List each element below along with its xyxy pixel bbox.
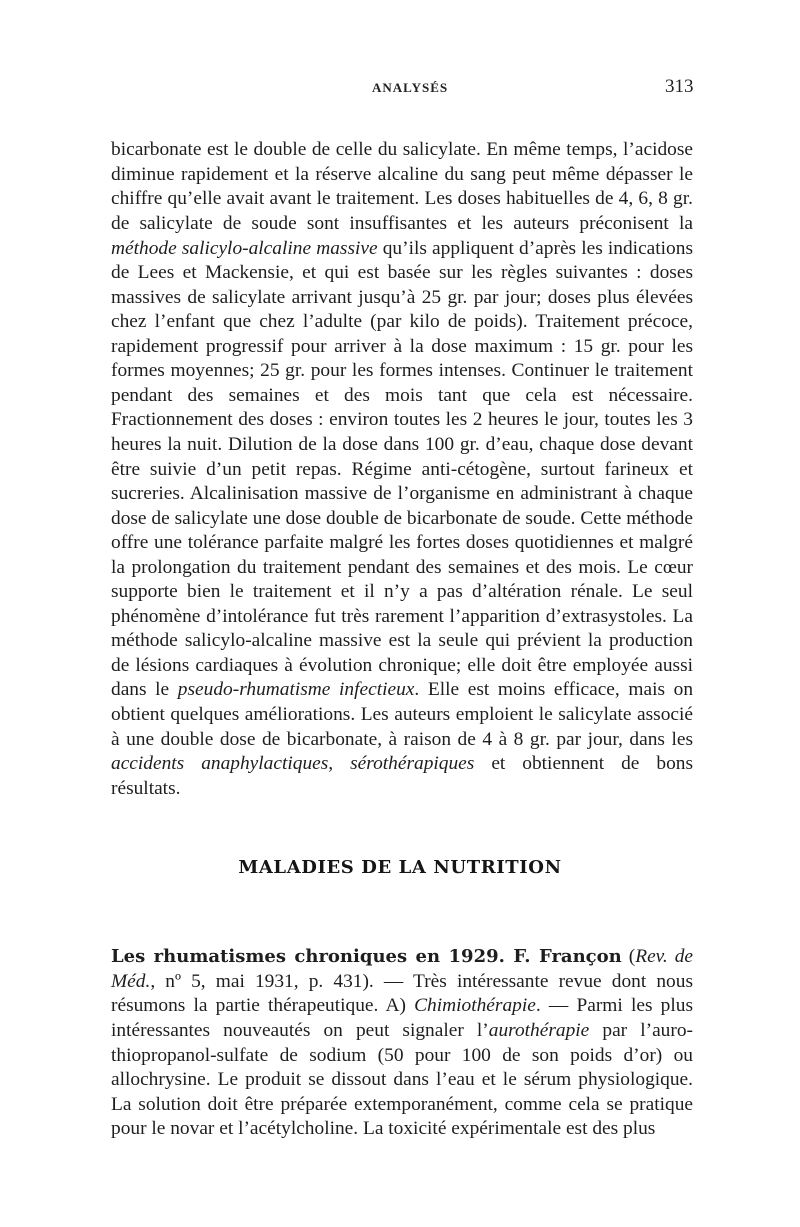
paragraph-text: (	[621, 946, 636, 968]
paragraph-text: bicarbonate est le double de celle du salicylate. En même temps, l’acidose diminue rapidement et la réserve alcaline du sang peut même dépasser le chiffre qu’elle avait avant le traitement. Les doses habituelles de 4, 6, 8 gr. de salicylate de soude sont insuffisantes et les auteurs préconisent la	[111, 139, 693, 235]
paragraph-text: qu’ils appliquent d’après les indications de Lees et Mackensie, et qui est basée sur les règles suivantes : doses massives de salicylate arrivant jusqu’à 25 gr. par jour; doses plus élevées chez l’enfant que chez l’adulte (par kilo de poids). Traitement précoce, rapidement progressif pour arriver à la dose maximum : 15 gr. pour les formes moyennes; 25 gr. pour les formes intenses. Continuer le traitement pendant des semaines et des mois tant que cela est nécessaire. Fractionnement des doses : environ toutes les 2 heures le jour, toutes les 3 heures la nuit. Dilution de la dose dans 100 gr. d’eau, chaque dose devant être suivie d’un petit repas. Régime anti-cétogène, surtout farineux et sucreries. Alcalinisation massive de l’organisme en administrant à chaque dose de salicylate une dose double de bicarbonate de soude. Cette méthode offre une tolérance parfaite malgré les fortes doses quotidiennes et malgré la prolongation du traitement pendant des semaines et des mois. Le cœur supporte bien le traitement et il n’y a pas d’altération rénale. Le seul phénomène d’intolérance fut très rarement l’apparition d’extrasystoles. La méthode salicylo-alcaline massive est la seule qui prévient la production de lésions cardiaques à évolution chronique; elle doit être employée aussi dans le	[111, 237, 693, 701]
italic-term: accidents anaphylactiques, sérothérapiques	[111, 753, 475, 775]
italic-citation: Rev. de Méd.	[111, 946, 693, 992]
paragraph-text: , nº 5, mai 1931, p. 431). — Très intéressante revue dont nous résumons la partie thérapeutique. A)	[111, 970, 693, 1017]
page-number: 313	[665, 76, 694, 97]
italic-term: Chimiothérapie	[414, 995, 536, 1017]
italic-term: méthode salicylo-alcaline massive	[111, 237, 378, 259]
paragraph-text: par l’auro-thiopropanol-sulfate de sodium (50 pour 100 de son poids d’or) ou allochrysine. Le produit se dissout dans l’eau et le sérum physiologique. La solution doit être préparée extemporanément, comme cela se pratique pour le novar et l’acétylcholine. La toxicité expérimentale est des plus	[111, 1020, 693, 1140]
article-lead-title: Les rhumatismes chroniques en 1929. F. Françon	[111, 946, 622, 968]
body-paragraph-rhumatismes	[111, 945, 693, 1141]
paragraph-text: et obtiennent de bons résultats.	[111, 753, 694, 799]
section-heading: MALADIES DE LA NUTRITION	[238, 857, 562, 878]
paragraph-text: . Elle est moins efficace, mais on obtient quelques améliorations. Les auteurs emploient le salicylate associé à une double dose de bicarbonate, à raison de 4 à 8 gr. par jour, dans les	[111, 679, 694, 750]
italic-term: aurothérapie	[488, 1020, 590, 1042]
body-paragraph-salicylate	[111, 138, 693, 801]
running-head: ANALYSÉS	[372, 80, 449, 95]
paragraph-text: . — Parmi les plus intéressantes nouveautés on peut signaler l’	[111, 995, 693, 1042]
italic-term: pseudo-rhumatisme infectieux	[177, 679, 415, 701]
